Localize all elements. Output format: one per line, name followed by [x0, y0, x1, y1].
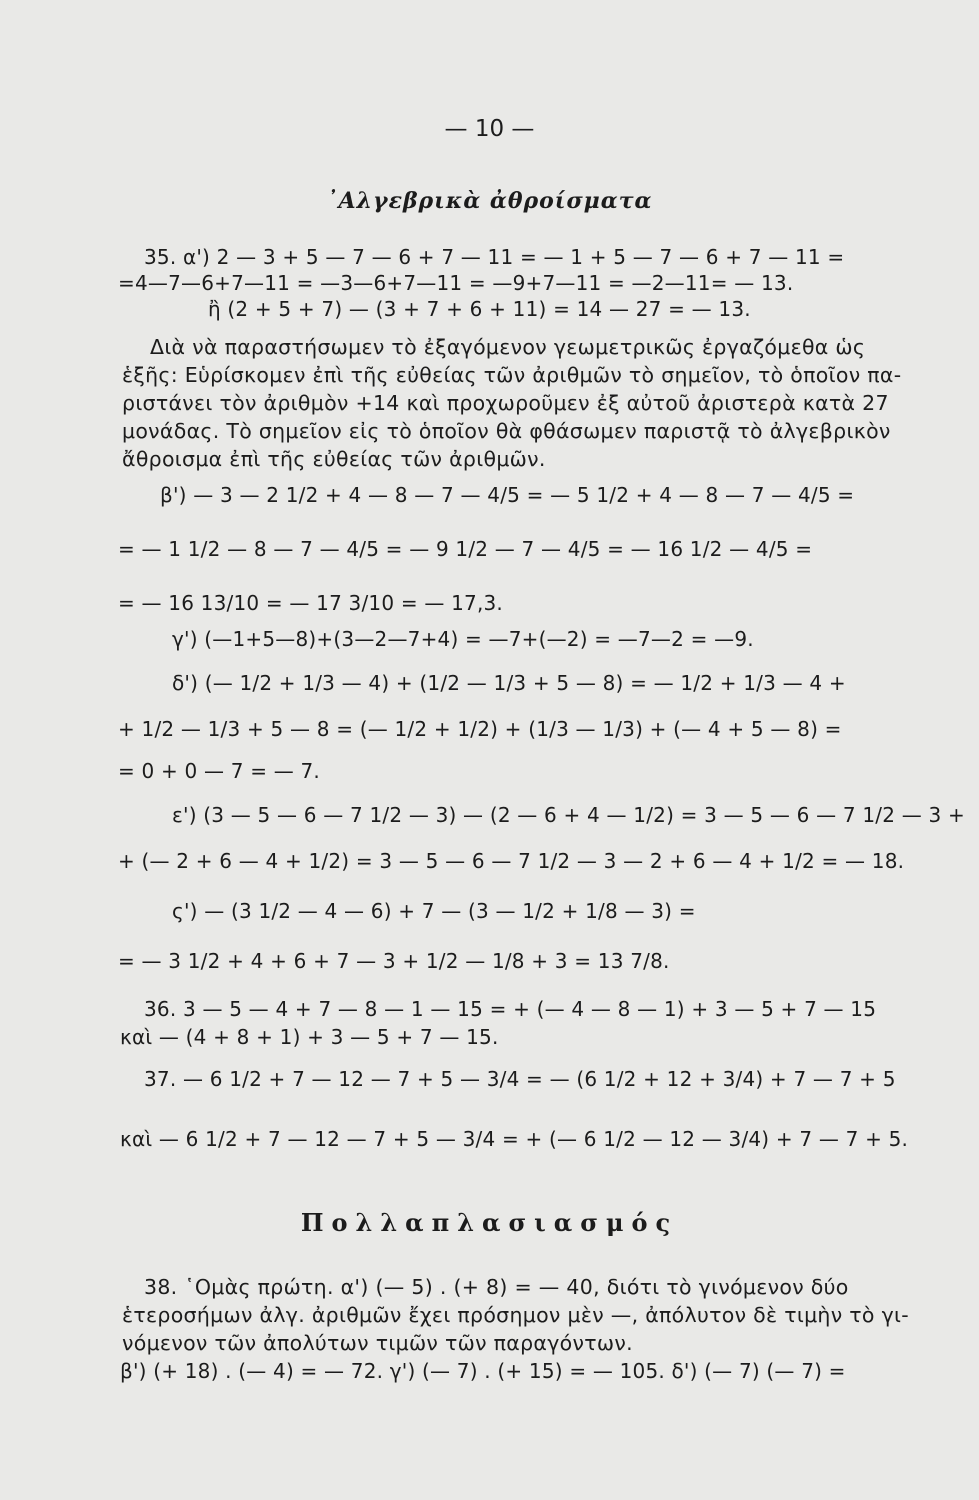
text-line: 35. α') 2 — 3 + 5 — 7 — 6 + 7 — 11 = — 1 + 5 — 7 — 6 + 7 — 11 =: [144, 245, 845, 269]
text-line: 38. ῾Ομὰς πρώτη. α') (— 5) . (+ 8) = — 40, διότι τὸ γινόμενον δύο: [144, 1275, 849, 1299]
text-line: = — 1 1/2 — 8 — 7 — 4/5 = — 9 1/2 — 7 — 4/5 = — 16 1/2 — 4/5 =: [118, 537, 813, 561]
text-line: ριστάνει τὸν ἀριθμὸν +14 καὶ προχωροῦμεν ἐξ αὐτοῦ ἀριστερὰ κατὰ 27: [122, 391, 889, 415]
text-line: ἑξῆς: Εὑρίσκομεν ἐπὶ τῆς εὐθείας τῶν ἀριθμῶν τὸ σημεῖον, τὸ ὁποῖον πα-: [122, 363, 902, 387]
text-line: =4—7—6+7—11 = —3—6+7—11 = —9+7—11 = —2—11= — 13.: [118, 271, 794, 295]
text-line: 36. 3 — 5 — 4 + 7 — 8 — 1 — 15 = + (— 4 — 8 — 1) + 3 — 5 + 7 — 15: [144, 997, 877, 1021]
text-line: ἑτεροσήμων ἀλγ. ἀριθμῶν ἔχει πρόσημον μὲν —, ἀπόλυτον δὲ τιμὴν τὸ γι-: [122, 1303, 909, 1327]
text-line: + 1/2 — 1/3 + 5 — 8 = (— 1/2 + 1/2) + (1/3 — 1/3) + (— 4 + 5 — 8) =: [118, 717, 842, 741]
text-line: ς') — (3 1/2 — 4 — 6) + 7 — (3 — 1/2 + 1/8 — 3) =: [172, 899, 696, 923]
text-line: δ') (— 1/2 + 1/3 — 4) + (1/2 — 1/3 + 5 — 8) = — 1/2 + 1/3 — 4 +: [172, 671, 846, 695]
text-line: β') (+ 18) . (— 4) = — 72. γ') (— 7) . (+ 15) = — 105. δ') (— 7) (— 7) =: [120, 1359, 846, 1383]
text-line: γ') (—1+5—8)+(3—2—7+4) = —7+(—2) = —7—2 = —9.: [172, 627, 754, 651]
text-line: = — 3 1/2 + 4 + 6 + 7 — 3 + 1/2 — 1/8 + 3 = 13 7/8.: [118, 949, 670, 973]
text-line: β') — 3 — 2 1/2 + 4 — 8 — 7 — 4/5 = — 5 1/2 + 4 — 8 — 7 — 4/5 =: [160, 483, 855, 507]
text-line: = — 16 13/10 = — 17 3/10 = — 17,3.: [118, 591, 503, 615]
section-heading: Πολλαπλασιασμός: [300, 1208, 679, 1237]
text-line: 37. — 6 1/2 + 7 — 12 — 7 + 5 — 3/4 = — (6 1/2 + 12 + 3/4) + 7 — 7 + 5: [144, 1067, 896, 1091]
text-line: καὶ — (4 + 8 + 1) + 3 — 5 + 7 — 15.: [120, 1025, 499, 1049]
text-line: + (— 2 + 6 — 4 + 1/2) = 3 — 5 — 6 — 7 1/2 — 3 — 2 + 6 — 4 + 1/2 = — 18.: [118, 849, 905, 873]
text-line: ε') (3 — 5 — 6 — 7 1/2 — 3) — (2 — 6 + 4 — 1/2) = 3 — 5 — 6 — 7 1/2 — 3 +: [172, 803, 965, 827]
chapter-heading: ᾿Αλγεβρικὰ ἀθροίσματα: [326, 188, 653, 214]
text-line: Διὰ νὰ παραστήσωμεν τὸ ἐξαγόμενον γεωμετρικῶς ἐργαζόμεθα ὡς: [150, 335, 866, 359]
text-line: ἢ (2 + 5 + 7) — (3 + 7 + 6 + 11) = 14 — 27 = — 13.: [208, 297, 751, 321]
text-line: νόμενον τῶν ἀπολύτων τιμῶν τῶν παραγόντων.: [122, 1331, 633, 1355]
page-number: — 10 —: [444, 116, 535, 142]
text-line: ἄθροισμα ἐπὶ τῆς εὐθείας τῶν ἀριθμῶν.: [122, 447, 546, 471]
text-line: καὶ — 6 1/2 + 7 — 12 — 7 + 5 — 3/4 = + (— 6 1/2 — 12 — 3/4) + 7 — 7 + 5.: [120, 1127, 909, 1151]
text-line: μονάδας. Τὸ σημεῖον εἰς τὸ ὁποῖον θὰ φθάσωμεν παριστᾷ τὸ ἀλγεβρικὸν: [122, 419, 891, 443]
text-line: = 0 + 0 — 7 = — 7.: [118, 759, 320, 783]
